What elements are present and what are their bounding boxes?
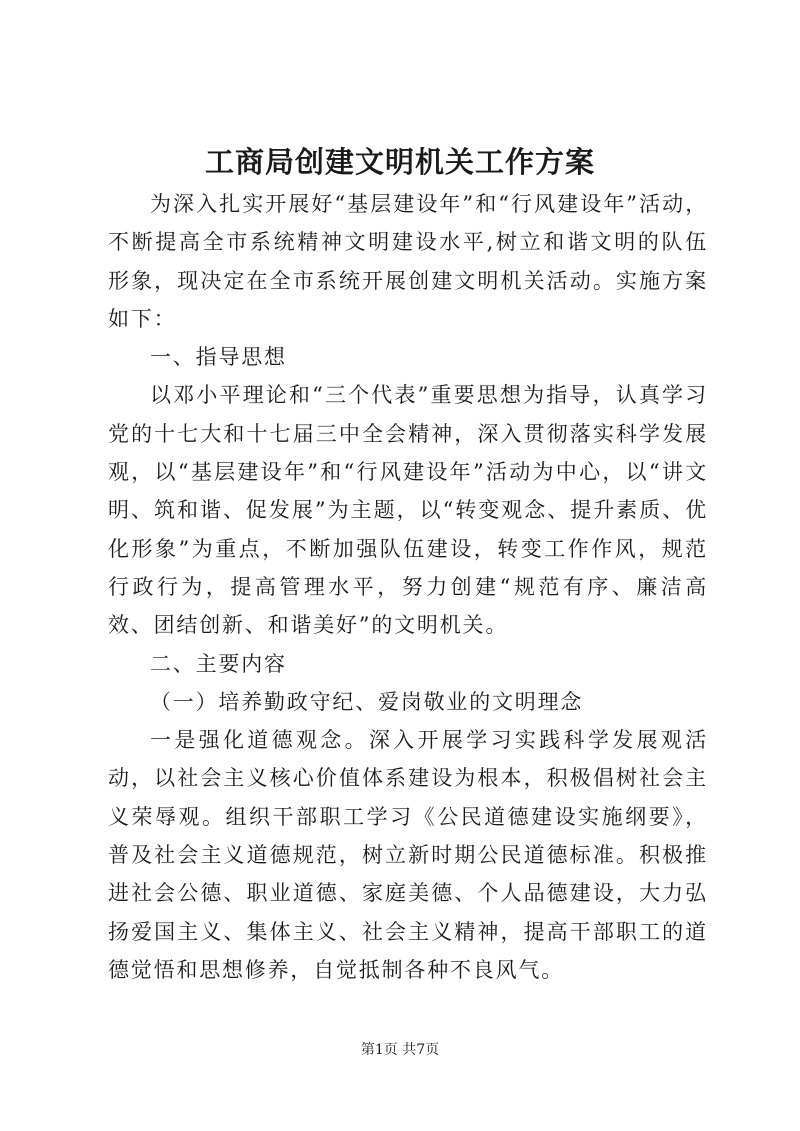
section-heading-main-content: 二、主要内容 bbox=[150, 651, 287, 676]
subsection-heading-civilized-ideas: （一）培养勤政守纪、爱岗敬业的文明理念 bbox=[150, 689, 584, 714]
document-body bbox=[108, 185, 708, 989]
moral-concept-paragraph: 一是强化道德观念。深入开展学习实践科学发展观活动，以社会主义核心价值体系建设为根本，积极倡树社会主义荣辱观。组织干部职工学习《公民道德建设实施纲要》，普及社会主义道德规范，树立新时期公民道德标准。积极推进社会公德、职业道德、家庭美德、个人品德建设，大力弘扬爱国主义、集体主义、社会主义精神，提高干部职工的道德觉悟和思想修养，自觉抵制各种不良风气。 bbox=[108, 728, 708, 982]
intro-paragraph: 为深入扎实开展好“基层建设年”和“行风建设年”活动，不断提高全市系统精神文明建设水平,树立和谐文明的队伍形象，现决定在全市系统开展创建文明机关活动。实施方案如下： bbox=[108, 192, 708, 331]
document-title: 工商局创建文明机关工作方案 bbox=[204, 145, 595, 179]
section-heading-guiding-ideology: 一、指导思想 bbox=[150, 345, 287, 370]
page-footer: 第1页 共7页 bbox=[360, 1042, 440, 1058]
guiding-ideology-paragraph: 以邓小平理论和“三个代表”重要思想为指导，认真学习党的十七大和十七届三中全会精神，深入贯彻落实科学发展观，以“基层建设年”和“行风建设年”活动为中心，以“讲文明、筑和谐、促发展”为主题，以“转变观念、提升素质、优化形象”为重点，不断加强队伍建设，转变工作作风，规范行政行为，提高管理水平，努力创建“规范有序、廉洁高效、团结创新、和谐美好”的文明机关。 bbox=[108, 383, 708, 638]
